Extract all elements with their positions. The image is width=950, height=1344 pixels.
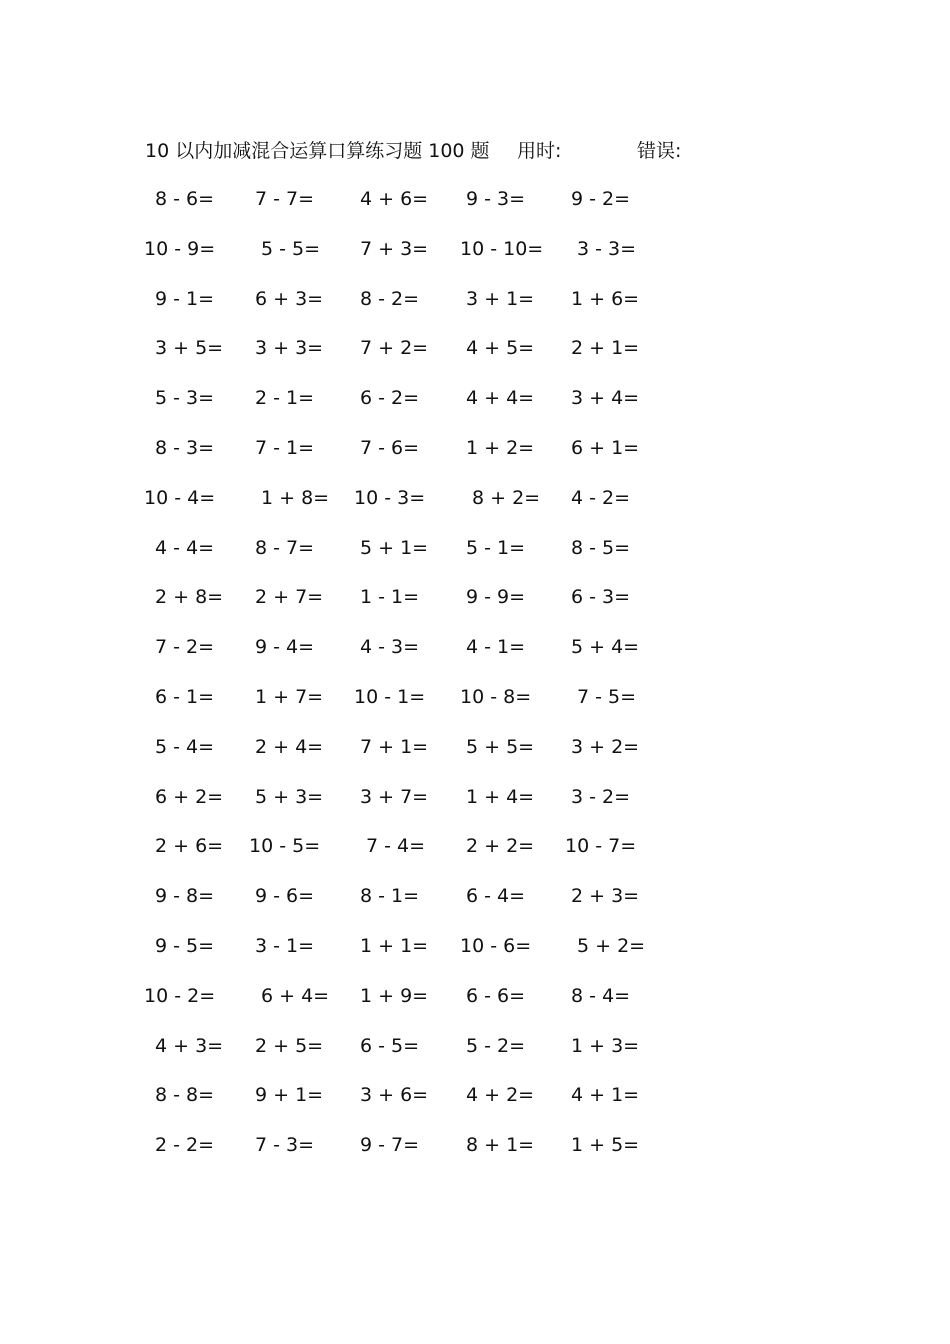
problem-cell: 3 + 1= (466, 287, 535, 310)
problem-cell: 5 + 1= (360, 536, 429, 559)
problem-row (150, 533, 710, 583)
problem-cell: 8 + 2= (472, 486, 541, 509)
problem-row (150, 184, 710, 234)
problem-cell: 10 - 2= (144, 984, 216, 1007)
problem-cell: 1 + 5= (571, 1134, 640, 1157)
problem-cell: 4 + 5= (466, 337, 535, 360)
problem-cell: 3 + 2= (571, 735, 640, 758)
problem-row (150, 1031, 710, 1081)
problem-cell: 8 - 7= (255, 536, 315, 559)
problem-grid (144, 184, 710, 1180)
problem-cell: 9 - 6= (255, 885, 315, 908)
problem-cell: 6 + 1= (571, 436, 640, 459)
problem-cell: 4 - 2= (571, 486, 631, 509)
problem-cell: 3 - 2= (571, 785, 631, 808)
problem-cell: 1 + 1= (360, 934, 429, 957)
problem-cell: 2 + 1= (571, 337, 640, 360)
problem-row (144, 981, 710, 1031)
problem-cell: 7 - 7= (255, 188, 315, 210)
problem-cell: 9 - 2= (571, 188, 631, 210)
problem-cell: 2 + 3= (571, 885, 640, 908)
problem-cell: 8 - 5= (571, 536, 631, 559)
problem-cell: 10 - 1= (354, 685, 426, 708)
problem-cell: 2 + 6= (155, 835, 224, 858)
problem-cell: 1 + 8= (261, 486, 330, 509)
problem-cell: 6 - 4= (466, 885, 526, 908)
problem-cell: 1 - 1= (360, 586, 420, 609)
problem-cell: 6 - 6= (466, 984, 526, 1007)
problem-cell: 10 - 6= (460, 934, 532, 957)
problem-cell: 5 - 3= (155, 387, 215, 410)
problem-cell: 3 + 7= (360, 785, 429, 808)
problem-cell: 7 - 1= (255, 436, 315, 459)
problem-cell: 6 - 2= (360, 387, 420, 410)
problem-cell: 4 + 6= (360, 188, 429, 210)
problem-cell: 3 - 3= (577, 237, 637, 260)
problem-row (150, 333, 710, 383)
problem-cell: 6 - 5= (360, 1034, 420, 1057)
problem-cell: 5 + 4= (571, 636, 640, 659)
problem-row (150, 433, 710, 483)
problem-row (144, 483, 710, 533)
problem-cell: 10 - 8= (460, 685, 532, 708)
problem-cell: 2 - 2= (155, 1134, 215, 1157)
problem-row (150, 831, 710, 881)
problem-cell: 9 - 9= (466, 586, 526, 609)
problem-cell: 7 + 2= (360, 337, 429, 360)
problem-cell: 3 + 6= (360, 1084, 429, 1107)
problem-cell: 6 - 1= (155, 685, 215, 708)
problem-cell: 5 - 4= (155, 735, 215, 758)
problem-row (144, 234, 710, 284)
problem-row (150, 284, 710, 334)
problem-cell: 1 + 3= (571, 1034, 640, 1057)
problem-cell: 8 - 3= (155, 436, 215, 459)
problem-cell: 6 + 2= (155, 785, 224, 808)
problem-cell: 3 + 3= (255, 337, 324, 360)
problem-cell: 9 + 1= (255, 1084, 324, 1107)
problem-cell: 1 + 7= (255, 685, 324, 708)
problem-cell: 4 - 4= (155, 536, 215, 559)
problem-cell: 4 - 3= (360, 636, 420, 659)
problem-row (150, 632, 710, 682)
problem-cell: 6 + 3= (255, 287, 324, 310)
problem-cell: 5 - 2= (466, 1034, 526, 1057)
problem-cell: 7 + 3= (360, 237, 429, 260)
problem-cell: 9 - 8= (155, 885, 215, 908)
problem-cell: 4 + 3= (155, 1034, 224, 1057)
problem-cell: 5 + 5= (466, 735, 535, 758)
problem-cell: 10 - 4= (144, 486, 216, 509)
problem-cell: 4 + 2= (466, 1084, 535, 1107)
problem-cell: 2 + 7= (255, 586, 324, 609)
problem-cell: 4 - 1= (466, 636, 526, 659)
problem-cell: 2 + 8= (155, 586, 224, 609)
problem-cell: 5 - 5= (261, 237, 321, 260)
problem-row (150, 881, 710, 931)
problem-cell: 8 - 4= (571, 984, 631, 1007)
problem-cell: 10 - 3= (354, 486, 426, 509)
problem-row (150, 732, 710, 782)
problem-cell: 5 + 2= (577, 934, 646, 957)
problem-cell: 4 + 1= (571, 1084, 640, 1107)
problem-cell: 7 - 5= (577, 685, 637, 708)
problem-row (150, 582, 710, 632)
problem-cell: 9 - 4= (255, 636, 315, 659)
problem-cell: 2 + 4= (255, 735, 324, 758)
problem-cell: 3 + 4= (571, 387, 640, 410)
problem-cell: 9 - 1= (155, 287, 215, 310)
problem-cell: 4 + 4= (466, 387, 535, 410)
problem-cell: 9 - 3= (466, 188, 526, 210)
problem-cell: 3 + 5= (155, 337, 224, 360)
problem-cell: 1 + 2= (466, 436, 535, 459)
problem-cell: 3 - 1= (255, 934, 315, 957)
problem-cell: 7 - 3= (255, 1134, 315, 1157)
problem-cell: 8 - 6= (155, 188, 215, 210)
problem-row (150, 682, 710, 732)
problem-row (150, 782, 710, 832)
problem-row (150, 1130, 710, 1180)
problem-cell: 6 + 4= (261, 984, 330, 1007)
problem-cell: 10 - 5= (249, 835, 321, 858)
problem-cell: 7 - 6= (360, 436, 420, 459)
problem-cell: 8 - 8= (155, 1084, 215, 1107)
problem-cell: 1 + 9= (360, 984, 429, 1007)
problem-cell: 2 + 2= (466, 835, 535, 858)
problem-cell: 2 - 1= (255, 387, 315, 410)
problem-cell: 7 + 1= (360, 735, 429, 758)
problem-cell: 9 - 5= (155, 934, 215, 957)
time-label: 用时: (517, 140, 562, 162)
errors-label: 错误: (637, 140, 682, 162)
problem-cell: 7 - 4= (366, 835, 426, 858)
worksheet-title: 10 以内加减混合运算口算练习题 100 题 (145, 140, 490, 162)
problem-row (150, 931, 710, 981)
problem-cell: 10 - 9= (144, 237, 216, 260)
problem-cell: 5 + 3= (255, 785, 324, 808)
problem-cell: 8 - 1= (360, 885, 420, 908)
problem-row (150, 1080, 710, 1130)
problem-cell: 7 - 2= (155, 636, 215, 659)
problem-cell: 8 - 2= (360, 287, 420, 310)
problem-row (150, 383, 710, 433)
problem-cell: 10 - 10= (460, 237, 544, 260)
problem-cell: 2 + 5= (255, 1034, 324, 1057)
problem-cell: 8 + 1= (466, 1134, 535, 1157)
problem-cell: 5 - 1= (466, 536, 526, 559)
problem-cell: 6 - 3= (571, 586, 631, 609)
problem-cell: 1 + 4= (466, 785, 535, 808)
problem-cell: 10 - 7= (565, 835, 637, 858)
problem-cell: 9 - 7= (360, 1134, 420, 1157)
problem-cell: 1 + 6= (571, 287, 640, 310)
